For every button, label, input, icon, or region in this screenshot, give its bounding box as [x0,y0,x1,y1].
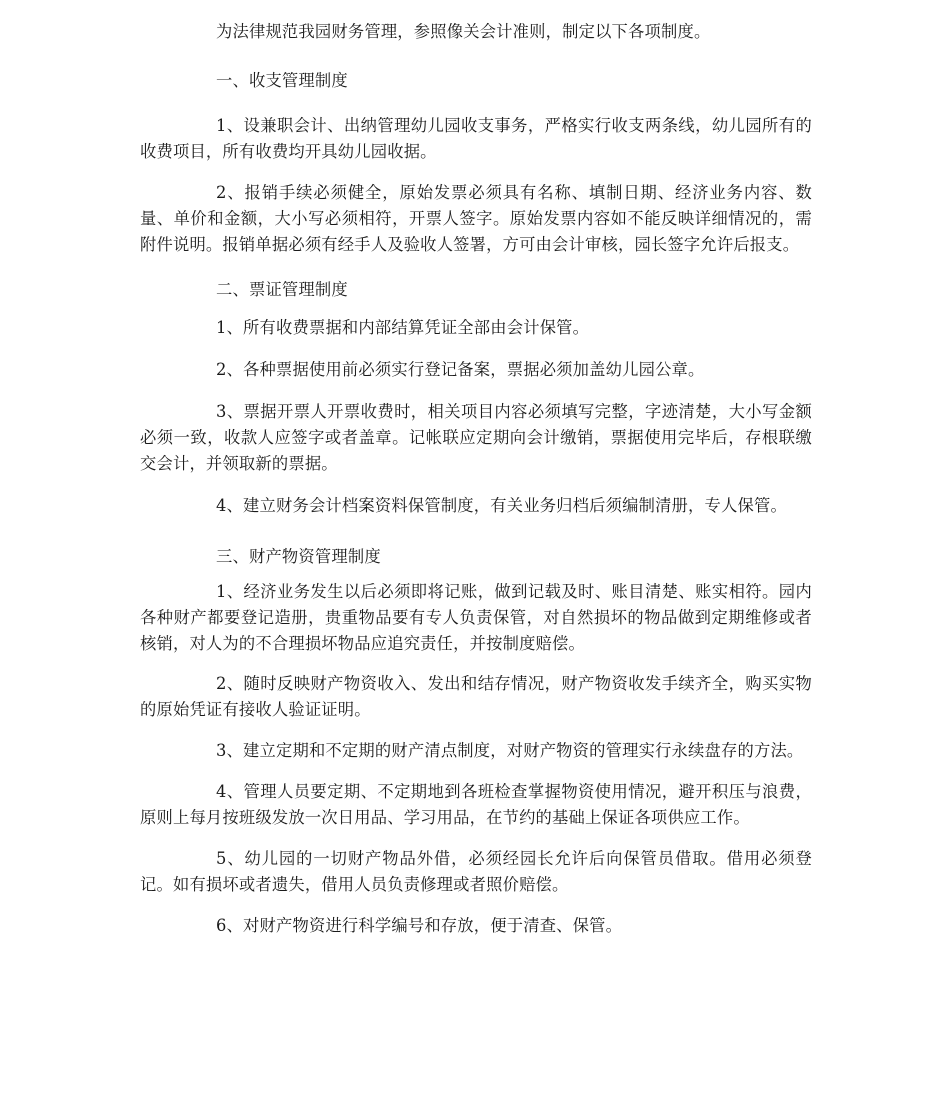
clause-receipts-3: 3、票据开票人开票收费时，相关项目内容必须填写完整，字迹清楚，大小写金额必须一致，收款人应签字或者盖章。记帐联应定期向会计缴销，票据使用完毕后，存根联缴交会计，并领取新的票据。 [140,402,812,473]
clause-assets-6: 6、对财产物资进行科学编号和存放，便于清查、保管。 [216,916,623,935]
clause-income-1: 1、设兼职会计、出纳管理幼儿园收支事务，严格实行收支两条线，幼儿园所有的收费项目，所有收费均开具幼儿园收据。 [140,116,812,161]
section-heading-receipts: 二、票证管理制度 [216,280,348,299]
intro-paragraph: 为法律规范我园财务管理，参照像关会计准则，制定以下各项制度。 [216,22,711,41]
clause-assets-4: 4、管理人员要定期、不定期地到各班检查掌握物资使用情况，避开积压与浪费，原则上每月按班级发放一次日用品、学习用品，在节约的基础上保证各项供应工作。 [140,782,812,827]
document-page [140,19,812,939]
clause-assets-1: 1、经济业务发生以后必须即将记账，做到记载及时、账目清楚、账实相符。园内各种财产都要登记造册，贵重物品要有专人负责保管，对自然损坏的物品做到定期维修或者核销，对人为的不合理损坏物品应追究责任，并按制度赔偿。 [140,582,812,653]
clause-receipts-4: 4、建立财务会计档案资料保管制度，有关业务归档后须编制清册，专人保管。 [216,496,787,515]
clause-receipts-1: 1、所有收费票据和内部结算凭证全部由会计保管。 [216,318,590,337]
clause-income-2: 2、报销手续必须健全，原始发票必须具有名称、填制日期、经济业务内容、数量、单价和金额，大小写必须相符，开票人签字。原始发票内容如不能反映详细情况的，需附件说明。报销单据必须有经手人及验收人签署，方可由会计审核，园长签字允许后报支。 [140,183,812,254]
section-heading-assets: 三、财产物资管理制度 [216,547,381,566]
clause-receipts-2: 2、各种票据使用前必须实行登记备案，票据必须加盖幼儿园公章。 [216,360,705,379]
section-heading-income-expense: 一、收支管理制度 [216,71,348,90]
clause-assets-5: 5、幼儿园的一切财产物品外借，必须经园长允许后向保管员借取。借用必须登记。如有损坏或者遗失，借用人员负责修理或者照价赔偿。 [140,849,812,894]
clause-assets-2: 2、随时反映财产物资收入、发出和结存情况，财产物资收发手续齐全，购买实物的原始凭证有接收人验证证明。 [140,674,812,719]
clause-assets-3: 3、建立定期和不定期的财产清点制度，对财产物资的管理实行永续盘存的方法。 [216,741,804,760]
